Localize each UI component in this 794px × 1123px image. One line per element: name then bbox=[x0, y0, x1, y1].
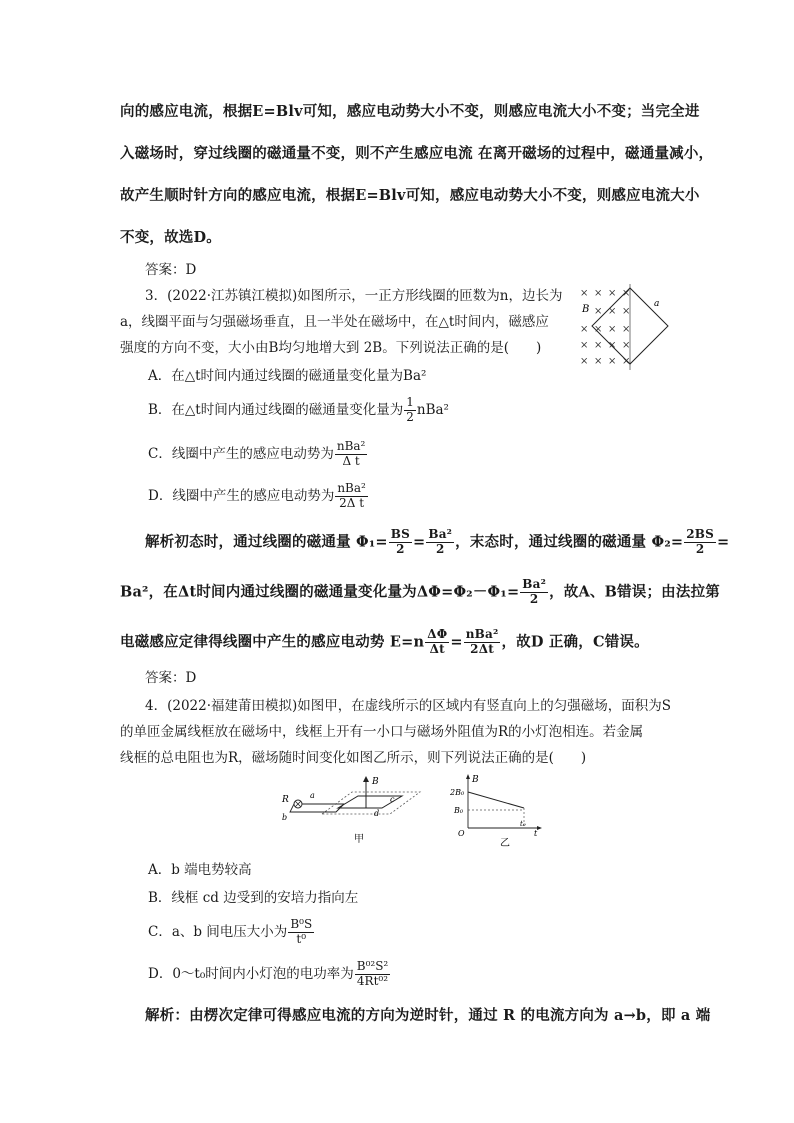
numerator: Ba² bbox=[522, 577, 547, 591]
axis-label-b: B bbox=[472, 775, 479, 785]
field-cross: × bbox=[580, 324, 589, 335]
field-cross: × bbox=[608, 288, 617, 299]
solution-3-line bbox=[120, 578, 720, 607]
numerator: B⁰²S² bbox=[356, 959, 389, 973]
field-cross: × bbox=[594, 356, 603, 367]
denominator: 2 bbox=[695, 541, 705, 556]
denominator: Δt bbox=[429, 641, 445, 656]
solution-text-line: 故产生顺时针方向的感应电流，根据E=Blv可知，感应电动势大小不变，则感应电流大小 bbox=[120, 187, 700, 204]
label-a: a bbox=[310, 791, 315, 800]
field-cross: × bbox=[580, 356, 589, 367]
fraction bbox=[335, 482, 368, 511]
answer-label: 答案：D bbox=[145, 670, 197, 686]
numerator: nBa² bbox=[337, 481, 366, 495]
b-line bbox=[468, 792, 524, 808]
arrow-head-icon bbox=[363, 776, 369, 782]
field-cross: × bbox=[622, 340, 631, 351]
fraction bbox=[389, 528, 412, 557]
numerator: B⁰S bbox=[290, 917, 313, 931]
equals-sign: = bbox=[450, 633, 463, 651]
origin-label: O bbox=[458, 829, 465, 838]
solution-text: Ba²，在Δt时间内通过线圈的磁通量变化量为ΔΦ=Φ₂－Φ₁= bbox=[120, 583, 520, 601]
denominator: 2 bbox=[396, 541, 405, 556]
question-4-line: 4．(2022·福建莆田模拟)如图甲，在虚线所示的区域内有竖直向上的匀强磁场，面积为S bbox=[145, 698, 672, 714]
denominator: 2Δt bbox=[470, 641, 494, 656]
numerator: nBa² bbox=[336, 439, 366, 453]
option-c bbox=[148, 918, 315, 947]
question-3-line: 强度的方向不变，大小由B均匀地增大到 2B。下列说法正确的是( ) bbox=[120, 340, 542, 356]
question-3-line: 3．(2022·江苏镇江模拟)如图所示，一正方形线圈的匝数为n，边长为 bbox=[145, 288, 563, 304]
numerator: BS bbox=[390, 527, 410, 541]
field-cross: × bbox=[594, 306, 603, 317]
field-cross: × bbox=[580, 288, 589, 299]
fraction bbox=[520, 578, 548, 607]
fraction bbox=[425, 628, 449, 657]
fraction bbox=[464, 628, 501, 657]
solution-text-line: 入磁场时，穿过线圈的磁通量不变，则不产生感应电流 在离开磁场的过程中，磁通量减小， bbox=[120, 145, 714, 162]
solution-text: 电磁感应定律得线圈中产生的感应电动势 E=n bbox=[120, 633, 425, 651]
field-cross: × bbox=[608, 356, 617, 367]
denominator: t⁰ bbox=[296, 931, 307, 946]
solution-text: ，故A、B错误；由法拉第 bbox=[549, 583, 720, 601]
field-cross: × bbox=[608, 324, 617, 335]
numerator: 2BS bbox=[686, 527, 714, 541]
question-3-line: a，线圈平面与匀强磁场垂直，且一半处在磁场中，在△t时间内，磁感应 bbox=[120, 314, 549, 330]
tick-label: 2B₀ bbox=[450, 788, 465, 797]
denominator: 2 bbox=[435, 541, 445, 556]
field-cross: × bbox=[580, 340, 589, 351]
field-cross: × bbox=[594, 340, 603, 351]
answer-label: 答案：D bbox=[145, 262, 197, 278]
numerator: ΔΦ bbox=[427, 627, 448, 641]
fraction bbox=[335, 440, 368, 469]
figure-caption: 甲 bbox=[354, 834, 364, 845]
solution-text: ，末态时，通过线圈的磁通量 Φ₂= bbox=[455, 533, 684, 551]
equals-sign: = bbox=[716, 533, 730, 551]
option-d-text: D．线圈中产生的感应电动势为 bbox=[148, 487, 335, 504]
question-3-figure bbox=[576, 282, 676, 372]
denominator: 2Δ t bbox=[339, 495, 365, 510]
field-cross: × bbox=[622, 306, 631, 317]
solution-text: 解析初态时，通过线圈的磁通量 Φ₁= bbox=[145, 533, 388, 551]
option-c bbox=[148, 440, 368, 469]
field-cross: × bbox=[622, 324, 631, 335]
solution-3-line bbox=[120, 628, 649, 657]
solution-text: ，故D 正确，C错误。 bbox=[501, 633, 649, 651]
numerator: Ba² bbox=[428, 527, 453, 541]
label-c: c bbox=[390, 795, 395, 804]
numerator: 1 bbox=[406, 395, 414, 409]
label-b: b bbox=[282, 813, 288, 822]
denominator: 2 bbox=[529, 591, 539, 606]
tick-label: t₀ bbox=[520, 820, 526, 828]
arrow-head-icon bbox=[537, 826, 542, 830]
label-d: d bbox=[374, 809, 380, 818]
solution-text-line: 不变，故选D。 bbox=[120, 229, 221, 246]
field-cross: × bbox=[608, 340, 617, 351]
fraction bbox=[684, 528, 716, 557]
tick-label: B₀ bbox=[454, 806, 464, 815]
figure-caption: 乙 bbox=[500, 838, 510, 849]
option-c-text: C．a、b 间电压大小为 bbox=[148, 923, 288, 940]
option-d bbox=[148, 482, 369, 511]
field-cross: × bbox=[622, 288, 631, 299]
side-label-a: a bbox=[654, 299, 660, 309]
option-b bbox=[148, 396, 449, 425]
numerator: nBa² bbox=[465, 627, 499, 641]
question-4-figure-1 bbox=[278, 772, 438, 850]
solution-3-line bbox=[145, 528, 729, 557]
denominator: Δ t bbox=[342, 453, 360, 468]
field-cross: × bbox=[594, 324, 603, 335]
option-b: B．线框 cd 边受到的安培力指向左 bbox=[148, 890, 359, 906]
label-field-b: B bbox=[372, 777, 379, 787]
option-a: A．b 端电势较高 bbox=[148, 862, 252, 878]
option-c-text: C．线圈中产生的感应电动势为 bbox=[148, 445, 334, 462]
question-4-line: 的单匝金属线框放在磁场中，线框上开有一小口与磁场外阻值为R的小灯泡相连。若金属 bbox=[120, 724, 644, 740]
field-cross: × bbox=[608, 306, 617, 317]
solution-4-line: 解析：由楞次定律可得感应电流的方向为逆时针，通过 R 的电流方向为 a→b，即 a 端 bbox=[145, 1007, 711, 1024]
field-cross: × bbox=[594, 288, 603, 299]
field-cross: × bbox=[622, 356, 631, 367]
option-b-tail: nBa² bbox=[416, 401, 449, 418]
option-a: A．在△t时间内通过线圈的磁通量变化量为Ba² bbox=[148, 368, 427, 384]
connect-wire bbox=[290, 804, 328, 812]
solution-text-line: 向的感应电流，根据E=Blv可知，感应电动势大小不变，则感应电流大小不变；当完全进 bbox=[120, 103, 700, 120]
arrow-head-icon bbox=[466, 774, 470, 779]
label-r: R bbox=[282, 795, 289, 805]
field-label-b: B bbox=[582, 304, 590, 315]
fraction bbox=[404, 396, 416, 425]
option-d bbox=[148, 960, 391, 989]
question-4-line: 线框的总电阻也为R，磁场随时间变化如图乙所示，则下列说法正确的是( ) bbox=[120, 750, 587, 766]
denominator: 4Rt⁰² bbox=[356, 973, 389, 988]
fraction bbox=[426, 528, 454, 557]
equals-sign: = bbox=[413, 533, 426, 551]
fraction bbox=[288, 918, 314, 947]
question-4-figure-2 bbox=[448, 772, 548, 850]
denominator: 2 bbox=[406, 409, 414, 424]
option-b-text: B．在△t时间内通过线圈的磁通量变化量为 bbox=[148, 401, 404, 418]
fraction bbox=[355, 960, 390, 989]
axis-label-t: t bbox=[534, 829, 538, 838]
option-d-text: D．0～t₀时间内小灯泡的电功率为 bbox=[148, 965, 354, 982]
